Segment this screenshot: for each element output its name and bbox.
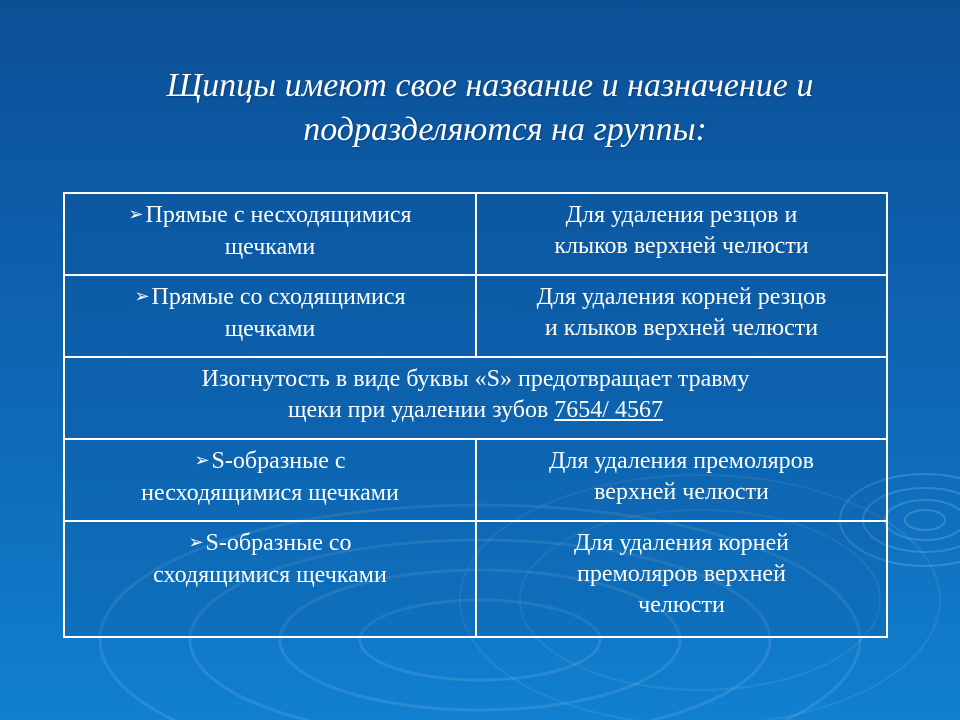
table-row [64,521,887,637]
teeth-numbers: 7654/ 4567 [554,397,663,423]
s-curve-note-cell [64,357,887,439]
forceps-type-line1: S-образные со [205,530,352,556]
forceps-purpose-line1: Для удаления премоляров [548,448,814,474]
forceps-type-line1: Прямые со сходящимися [151,284,406,310]
slide-title [60,64,920,152]
forceps-purpose-line1: Для удаления корней [573,530,790,556]
s-curve-note-line2: щеки при удалении зубов [288,397,549,423]
forceps-purpose-line1: Для удаления корней резцов [536,284,827,310]
forceps-purpose-line2: премоляров верхней [577,561,786,587]
forceps-purpose-line1: Для удаления резцов и [565,202,798,228]
forceps-type-cell [64,275,476,357]
forceps-purpose-line2: верхней челюсти [594,479,769,505]
table-row [64,193,887,275]
forceps-type-line2: несходящимися щечками [141,480,399,506]
arrow-bullet-icon: ➢ [128,204,144,224]
forceps-purpose-line2: клыков верхней челюсти [554,233,809,259]
slide-title-line1: Щипцы имеют свое название и назначение и [166,67,814,104]
forceps-purpose-cell [476,193,887,275]
forceps-type-line1: Прямые с несходящимися [145,202,412,228]
forceps-type-line2: щечками [224,234,316,260]
forceps-purpose-line3: челюсти [638,592,725,618]
forceps-type-line1: S-образные с [211,448,346,474]
table-row [64,439,887,521]
forceps-type-cell [64,439,476,521]
forceps-purpose-cell [476,275,887,357]
s-curve-note-line1: Изогнутость в виде буквы «S» предотвращает травму [201,366,750,392]
forceps-type-cell [64,521,476,637]
forceps-type-cell [64,193,476,275]
forceps-groups-table [63,192,888,638]
forceps-purpose-line2: и клыков верхней челюсти [544,315,819,341]
arrow-bullet-icon: ➢ [188,532,204,552]
forceps-purpose-cell [476,521,887,637]
forceps-type-line2: щечками [224,316,316,342]
slide-title-line2: подразделяются на группы: [303,111,707,148]
forceps-purpose-cell [476,439,887,521]
table-row [64,275,887,357]
arrow-bullet-icon: ➢ [134,286,150,306]
arrow-bullet-icon: ➢ [194,450,210,470]
table-row [64,357,887,439]
forceps-type-line2: сходящимися щечками [153,562,387,588]
